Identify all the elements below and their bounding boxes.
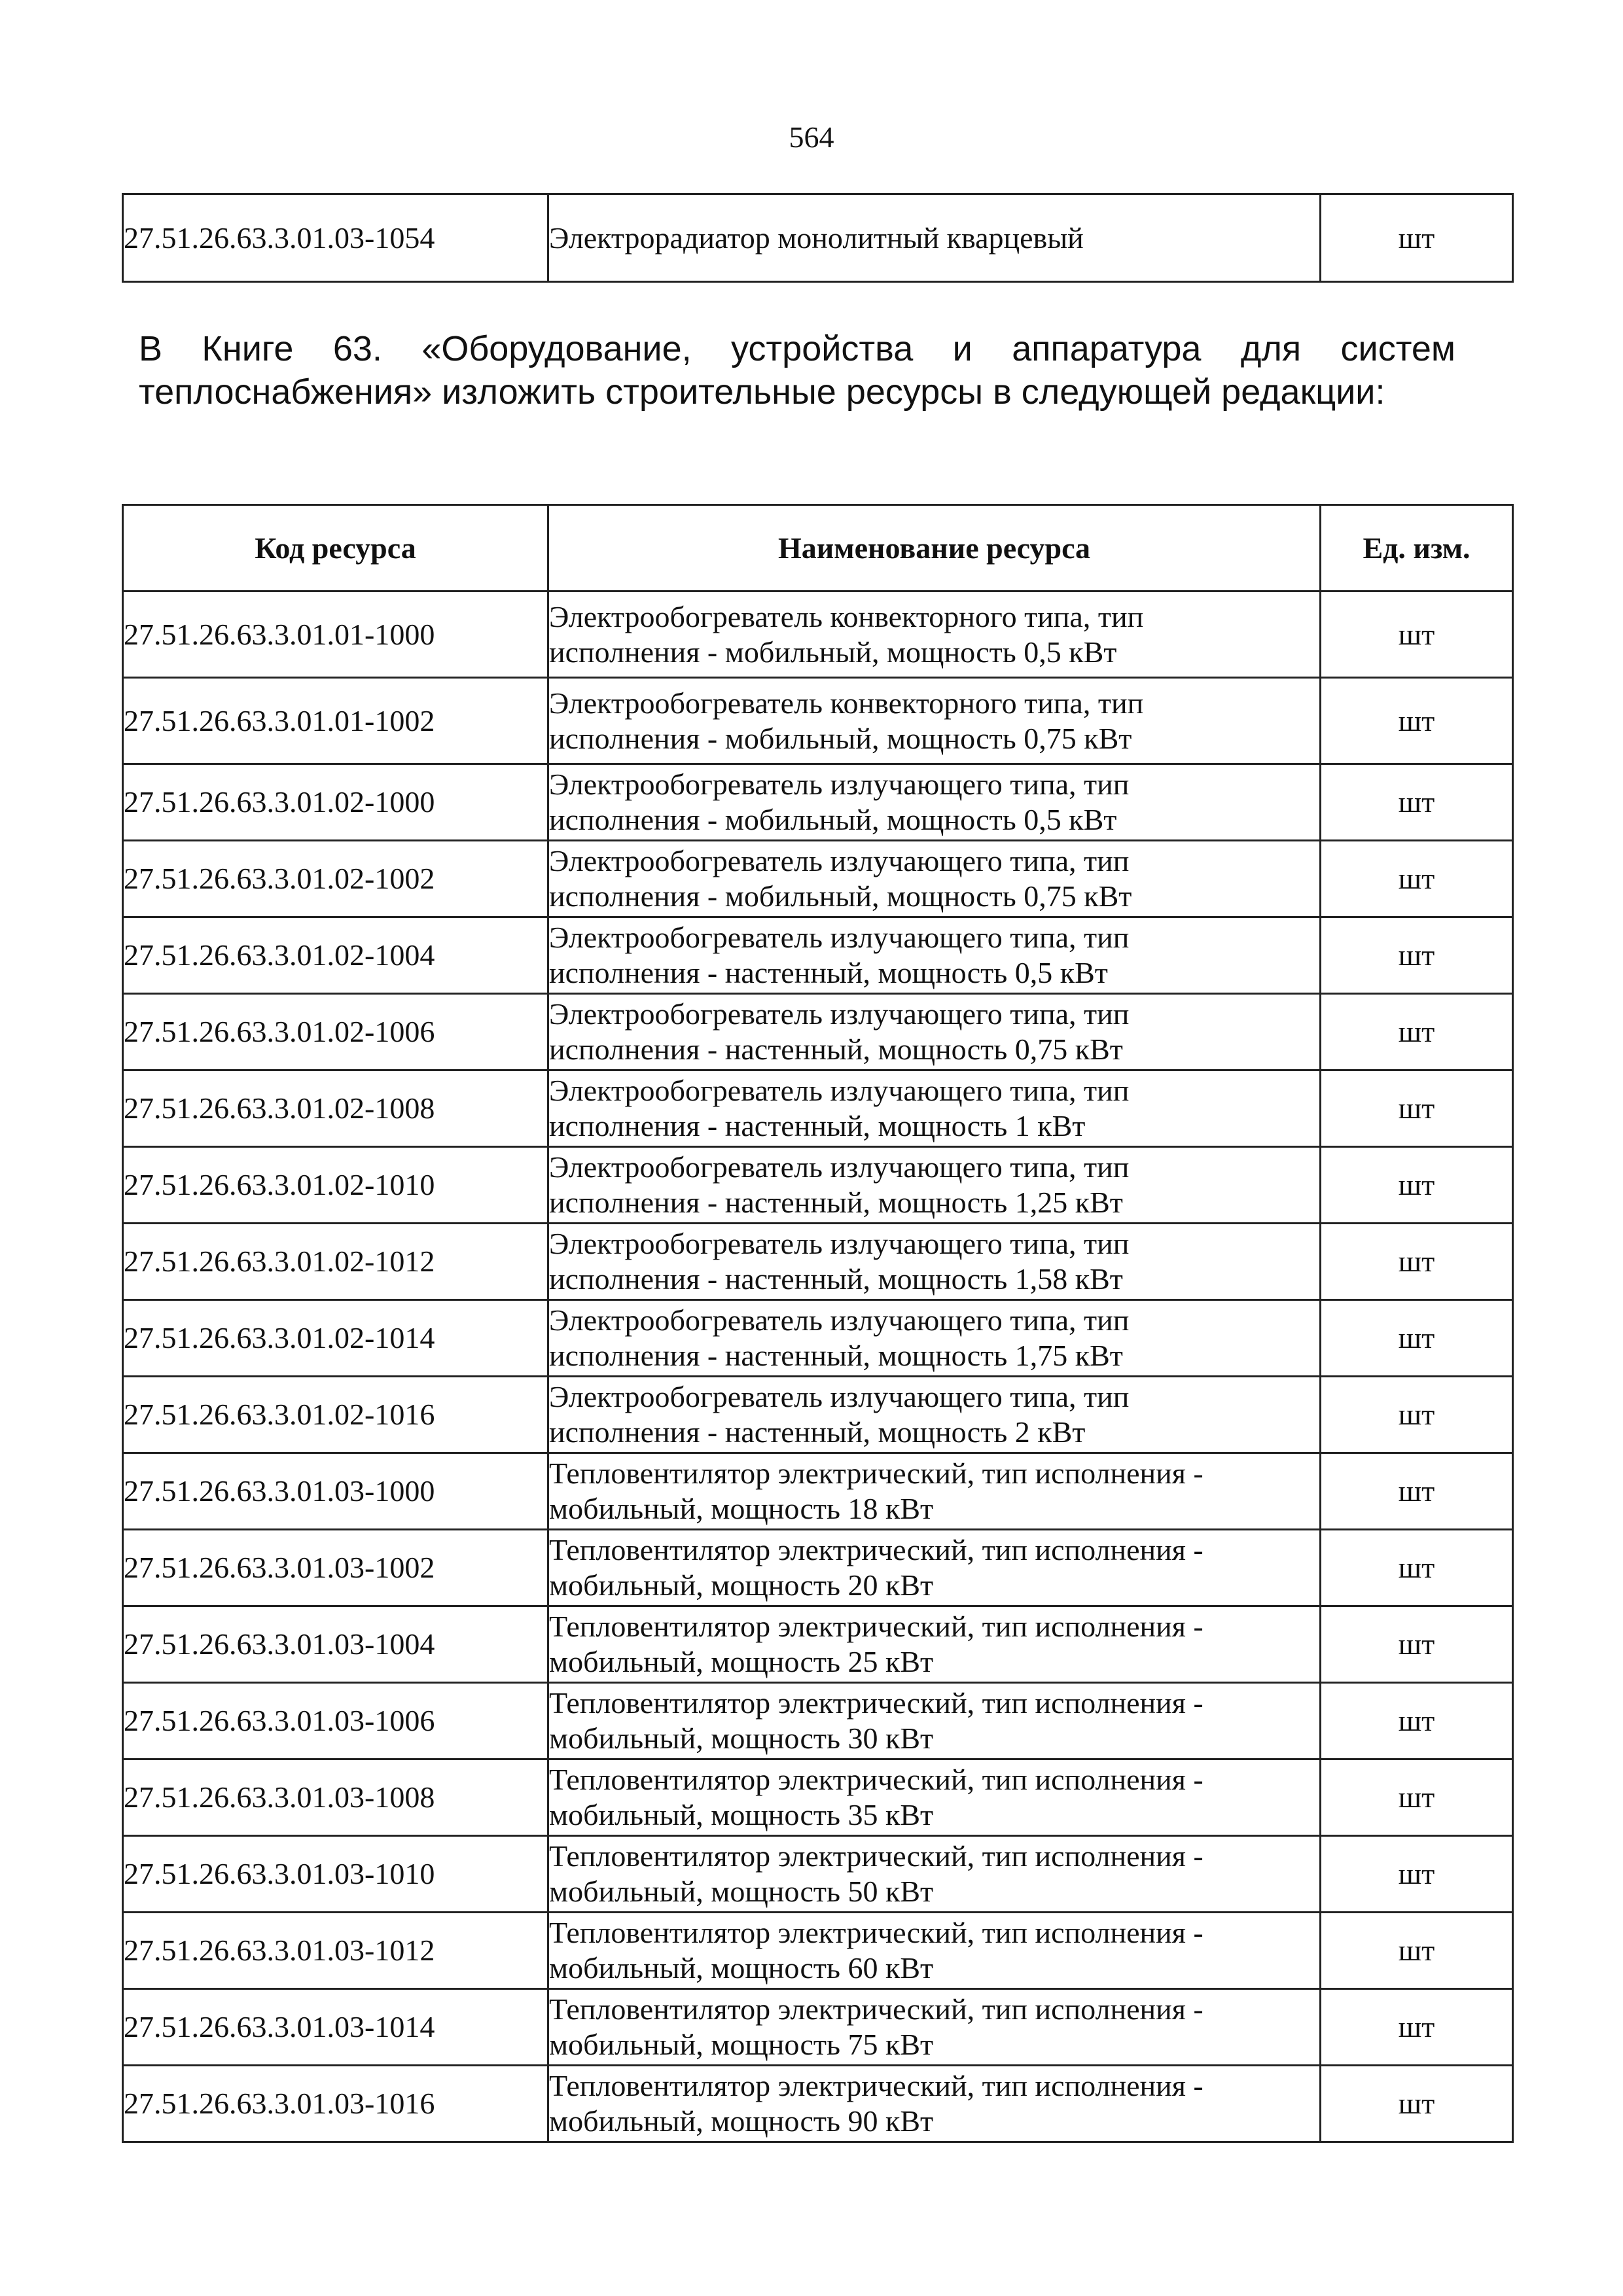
resource-name-line: Электрообогреватель излучающего типа, тип: [549, 844, 1130, 877]
resource-name-line: Электрообогреватель конвекторного типа, тип: [549, 599, 1144, 633]
resource-unit: шт: [1321, 592, 1513, 678]
resource-name-line: Тепловентилятор электрический, тип исполнения -: [549, 1457, 1204, 1490]
table-row: [123, 994, 1513, 1070]
resource-code: 27.51.26.63.3.01.03-1004: [123, 1606, 548, 1683]
table-row: [123, 917, 1513, 994]
resource-name-line: исполнения - настенный, мощность 2 кВт: [549, 1415, 1086, 1449]
resource-name-line: Тепловентилятор электрический, тип исполнения -: [549, 2069, 1204, 2102]
resource-name: [548, 1453, 1321, 1530]
resource-name-line: исполнения - настенный, мощность 1 кВт: [549, 1109, 1086, 1142]
table-row: [123, 841, 1513, 917]
resource-name-line: мобильный, мощность 18 кВт: [549, 1492, 934, 1525]
resource-name: [548, 1913, 1321, 1989]
instruction-paragraph: [139, 327, 1455, 414]
resource-unit: шт: [1321, 1913, 1513, 1989]
resource-unit: шт: [1321, 1989, 1513, 2066]
table-row: [123, 1759, 1513, 1836]
resource-name: [548, 678, 1321, 764]
resource-name-line: Электрообогреватель излучающего типа, тип: [549, 1380, 1130, 1413]
resource-name: [548, 1224, 1321, 1300]
resource-name: [548, 1836, 1321, 1913]
resource-name-line: Тепловентилятор электрический, тип исполнения -: [549, 1686, 1204, 1720]
resource-unit: шт: [1321, 1224, 1513, 1300]
resources-table: [122, 504, 1514, 2143]
resource-code: 27.51.26.63.3.01.02-1016: [123, 1377, 548, 1453]
resource-name-line: Электрообогреватель излучающего типа, тип: [549, 1150, 1130, 1184]
resource-name-line: Электрообогреватель излучающего типа, тип: [549, 997, 1130, 1031]
table-row: [123, 1530, 1513, 1606]
resource-name-line: Электрообогреватель излучающего типа, тип: [549, 1074, 1130, 1107]
resource-code: 27.51.26.63.3.01.03-1016: [123, 2066, 548, 2142]
resource-name-line: Тепловентилятор электрический, тип исполнения -: [549, 1763, 1204, 1796]
header-code: Код ресурса: [123, 505, 548, 592]
resource-name: [548, 841, 1321, 917]
resource-name: [548, 1530, 1321, 1606]
resource-unit: шт: [1321, 841, 1513, 917]
table-row: [123, 2066, 1513, 2142]
resource-name-line: Электрообогреватель излучающего типа, тип: [549, 921, 1130, 954]
resource-name-line: исполнения - мобильный, мощность 0,5 кВт: [549, 635, 1117, 669]
table-row: [123, 1989, 1513, 2066]
resource-name-line: Электрообогреватель излучающего типа, тип: [549, 1303, 1130, 1337]
resource-name-line: исполнения - настенный, мощность 1,25 кВт: [549, 1186, 1123, 1219]
resource-name: [548, 917, 1321, 994]
resource-name: [548, 1147, 1321, 1224]
resource-code: 27.51.26.63.3.01.03-1014: [123, 1989, 548, 2066]
resource-code: 27.51.26.63.3.01.03-1054: [123, 194, 548, 282]
resource-name: [548, 1606, 1321, 1683]
table-row: [123, 1683, 1513, 1759]
table-row: [123, 678, 1513, 764]
resource-unit: шт: [1321, 1300, 1513, 1377]
resource-unit: шт: [1321, 764, 1513, 841]
table-row: [123, 1606, 1513, 1683]
table-row: [123, 1836, 1513, 1913]
resource-name-line: исполнения - настенный, мощность 1,75 кВт: [549, 1339, 1123, 1372]
resource-name-line: исполнения - настенный, мощность 1,58 кВт: [549, 1262, 1123, 1296]
resource-name-line: мобильный, мощность 35 кВт: [549, 1798, 934, 1831]
resource-name-line: Электрообогреватель излучающего типа, тип: [549, 1227, 1130, 1260]
resource-name-line: Тепловентилятор электрический, тип исполнения -: [549, 1916, 1204, 1949]
table-row: [123, 764, 1513, 841]
resource-name: [548, 764, 1321, 841]
resource-code: 27.51.26.63.3.01.02-1000: [123, 764, 548, 841]
resource-unit: шт: [1321, 1377, 1513, 1453]
resource-code: 27.51.26.63.3.01.02-1002: [123, 841, 548, 917]
resource-name-line: исполнения - мобильный, мощность 0,5 кВт: [549, 803, 1117, 836]
resource-code: 27.51.26.63.3.01.03-1008: [123, 1759, 548, 1836]
resource-code: 27.51.26.63.3.01.03-1012: [123, 1913, 548, 1989]
resource-name: [548, 1759, 1321, 1836]
resource-name-line: Тепловентилятор электрический, тип исполнения -: [549, 1992, 1204, 2026]
resource-code: 27.51.26.63.3.01.01-1002: [123, 678, 548, 764]
resource-unit: шт: [1321, 1147, 1513, 1224]
resource-unit: шт: [1321, 678, 1513, 764]
table-row: [123, 1070, 1513, 1147]
resource-name-line: Электрообогреватель конвекторного типа, тип: [549, 686, 1144, 720]
resource-unit: шт: [1321, 194, 1513, 282]
resource-name-line: мобильный, мощность 90 кВт: [549, 2104, 934, 2138]
resource-name-line: мобильный, мощность 75 кВт: [549, 2028, 934, 2061]
resource-code: 27.51.26.63.3.01.02-1006: [123, 994, 548, 1070]
resource-unit: шт: [1321, 917, 1513, 994]
table-row: [123, 1453, 1513, 1530]
resource-code: 27.51.26.63.3.01.03-1010: [123, 1836, 548, 1913]
resource-code: 27.51.26.63.3.01.01-1000: [123, 592, 548, 678]
resource-name-line: Тепловентилятор электрический, тип исполнения -: [549, 1610, 1204, 1643]
paragraph-line: теплоснабжения» изложить строительные ресурсы в следующей редакции:: [139, 372, 1385, 412]
resource-code: 27.51.26.63.3.01.03-1000: [123, 1453, 548, 1530]
paragraph-line: В Книге 63. «Оборудование, устройства и аппаратура для систем: [139, 329, 1455, 368]
table-row: [123, 1224, 1513, 1300]
resource-name: [548, 1377, 1321, 1453]
table-header-row: [123, 505, 1513, 592]
resource-code: 27.51.26.63.3.01.02-1004: [123, 917, 548, 994]
resource-name-line: Электрообогреватель излучающего типа, тип: [549, 768, 1130, 801]
resource-unit: шт: [1321, 2066, 1513, 2142]
resource-name-line: мобильный, мощность 30 кВт: [549, 1722, 934, 1755]
header-unit: Ед. изм.: [1321, 505, 1513, 592]
resource-name-line: исполнения - настенный, мощность 0,5 кВт: [549, 956, 1108, 989]
resource-name: [548, 2066, 1321, 2142]
resource-code: 27.51.26.63.3.01.02-1010: [123, 1147, 548, 1224]
resource-name-line: Тепловентилятор электрический, тип исполнения -: [549, 1839, 1204, 1873]
resource-unit: шт: [1321, 1606, 1513, 1683]
table-row: [123, 1913, 1513, 1989]
table-row: [123, 1300, 1513, 1377]
resource-code: 27.51.26.63.3.01.03-1006: [123, 1683, 548, 1759]
resource-name-line: мобильный, мощность 20 кВт: [549, 1568, 934, 1602]
table-row: [123, 592, 1513, 678]
resource-code: 27.51.26.63.3.01.03-1002: [123, 1530, 548, 1606]
continuation-table: [122, 193, 1514, 283]
table-row: [123, 194, 1513, 282]
resource-code: 27.51.26.63.3.01.02-1014: [123, 1300, 548, 1377]
resource-name-line: мобильный, мощность 60 кВт: [549, 1951, 934, 1985]
resource-name-line: исполнения - мобильный, мощность 0,75 кВт: [549, 721, 1132, 755]
resource-name: Электрорадиатор монолитный кварцевый: [548, 194, 1321, 282]
resource-unit: шт: [1321, 1683, 1513, 1759]
resource-name-line: Тепловентилятор электрический, тип исполнения -: [549, 1533, 1204, 1566]
page-number: 564: [789, 120, 834, 154]
resource-unit: шт: [1321, 1759, 1513, 1836]
resource-unit: шт: [1321, 1836, 1513, 1913]
resource-code: 27.51.26.63.3.01.02-1008: [123, 1070, 548, 1147]
resource-name: [548, 1683, 1321, 1759]
resource-name-line: исполнения - настенный, мощность 0,75 кВт: [549, 1033, 1123, 1066]
resource-name-line: мобильный, мощность 25 кВт: [549, 1645, 934, 1678]
table-row: [123, 1377, 1513, 1453]
resource-name: [548, 1070, 1321, 1147]
resource-unit: шт: [1321, 1070, 1513, 1147]
resource-unit: шт: [1321, 994, 1513, 1070]
resource-name-line: мобильный, мощность 50 кВт: [549, 1875, 934, 1908]
header-name: Наименование ресурса: [548, 505, 1321, 592]
resource-name-line: исполнения - мобильный, мощность 0,75 кВт: [549, 879, 1132, 913]
resource-name: [548, 1300, 1321, 1377]
resource-unit: шт: [1321, 1453, 1513, 1530]
resource-name: [548, 1989, 1321, 2066]
resource-name: [548, 592, 1321, 678]
resource-unit: шт: [1321, 1530, 1513, 1606]
resource-name: [548, 994, 1321, 1070]
resource-code: 27.51.26.63.3.01.02-1012: [123, 1224, 548, 1300]
table-row: [123, 1147, 1513, 1224]
